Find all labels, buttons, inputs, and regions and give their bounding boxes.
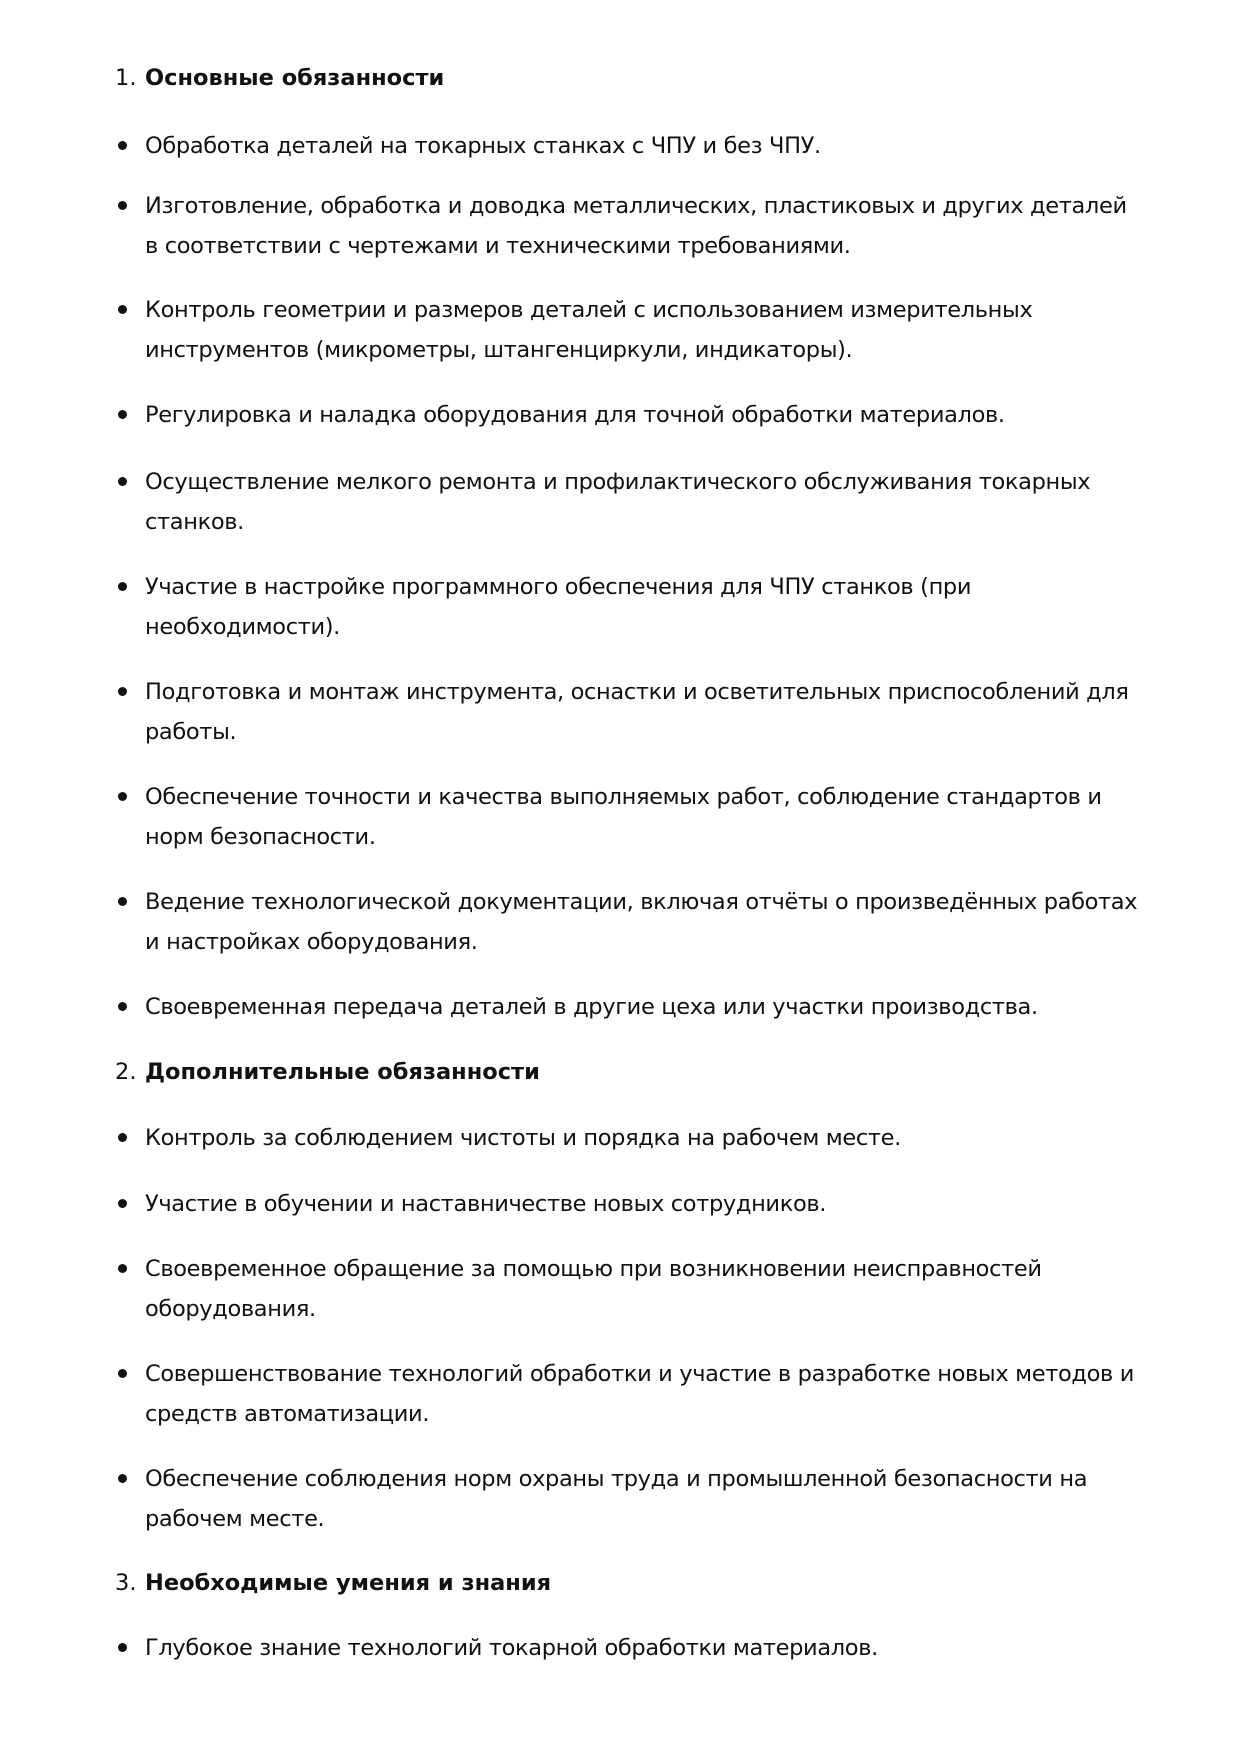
list-item-text: Контроль за соблюдением чистоты и порядка на рабочем месте. [145, 1125, 901, 1151]
bullet-icon [118, 141, 127, 150]
list-item [145, 1184, 1145, 1224]
list-item [145, 395, 1145, 435]
list-item [145, 1118, 1145, 1158]
section-heading-1 [115, 63, 444, 93]
list-item [145, 1459, 1145, 1539]
bullet-icon [118, 1133, 127, 1142]
list-item [145, 186, 1145, 266]
list-item [145, 882, 1145, 962]
list-item [145, 672, 1145, 752]
bullet-icon [118, 1264, 127, 1273]
list-item-text: Осуществление мелкого ремонта и профилактического обслуживания токарных станков. [145, 469, 1091, 535]
list-item-text: Обеспечение точности и качества выполняемых работ, соблюдение стандартов и норм безопасности. [145, 784, 1102, 850]
list-item-text: Участие в настройке программного обеспечения для ЧПУ станков (при необходимости). [145, 574, 972, 640]
list-item [145, 462, 1145, 542]
list-item-text: Своевременная передача деталей в другие цеха или участки производства. [145, 994, 1038, 1020]
bullet-icon [118, 305, 127, 314]
list-item [145, 567, 1145, 647]
list-item-text: Подготовка и монтаж инструмента, оснастки и осветительных приспособлений для работы. [145, 679, 1129, 745]
bullet-icon [118, 792, 127, 801]
bullet-icon [118, 1643, 127, 1652]
bullet-icon [118, 477, 127, 486]
list-item [145, 290, 1145, 370]
section-number: 2. [115, 1059, 137, 1085]
list-item [145, 126, 1145, 166]
list-item [145, 1249, 1145, 1329]
section-number: 1. [115, 65, 137, 91]
list-item-text: Изготовление, обработка и доводка металлических, пластиковых и других деталей в соответствии с чертежами и техническими требованиями. [145, 193, 1127, 259]
section-title: Основные обязанности [145, 65, 445, 91]
list-item-text: Контроль геометрии и размеров деталей с использованием измерительных инструментов (микрометры, штангенциркули, индикаторы). [145, 297, 1033, 363]
list-item [145, 777, 1145, 857]
list-item-text: Обработка деталей на токарных станках с ЧПУ и без ЧПУ. [145, 133, 821, 159]
bullet-icon [118, 1199, 127, 1208]
section-title: Дополнительные обязанности [145, 1059, 540, 1085]
bullet-icon [118, 1369, 127, 1378]
list-item-text: Совершенствование технологий обработки и участие в разработке новых методов и средств автоматизации. [145, 1361, 1135, 1427]
bullet-icon [118, 582, 127, 591]
list-item-text: Обеспечение соблюдения норм охраны труда и промышленной безопасности на рабочем месте. [145, 1466, 1088, 1532]
list-item [145, 987, 1145, 1027]
section-number: 3. [115, 1570, 137, 1596]
list-item [145, 1354, 1145, 1434]
list-item [145, 1628, 1145, 1668]
section-title: Необходимые умения и знания [145, 1570, 552, 1596]
section-heading-3 [115, 1568, 551, 1598]
bullet-icon [118, 1474, 127, 1483]
section-heading-2 [115, 1057, 540, 1087]
list-item-text: Ведение технологической документации, включая отчёты о произведённых работах и настройках оборудования. [145, 889, 1138, 955]
list-item-text: Регулировка и наладка оборудования для точной обработки материалов. [145, 402, 1005, 428]
bullet-icon [118, 897, 127, 906]
list-item-text: Участие в обучении и наставничестве новых сотрудников. [145, 1191, 827, 1217]
list-item-text: Глубокое знание технологий токарной обработки материалов. [145, 1635, 878, 1661]
bullet-icon [118, 201, 127, 210]
bullet-icon [118, 687, 127, 696]
list-item-text: Своевременное обращение за помощью при возникновении неисправностей оборудования. [145, 1256, 1042, 1322]
bullet-icon [118, 410, 127, 419]
bullet-icon [118, 1002, 127, 1011]
